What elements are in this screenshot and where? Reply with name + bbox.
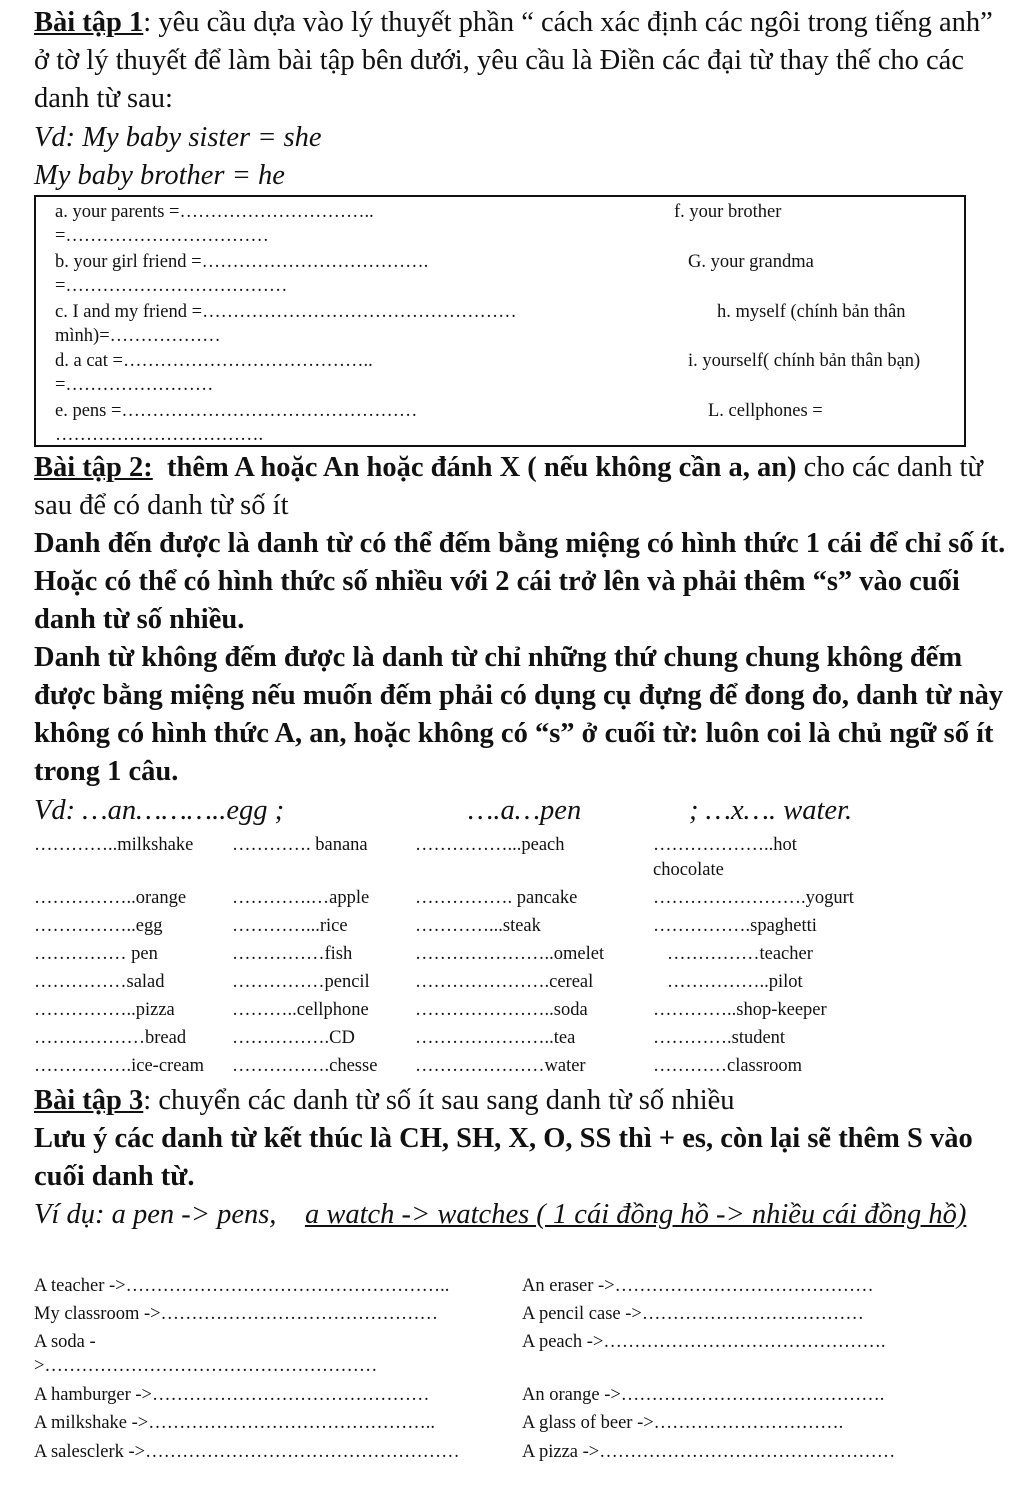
noun-item[interactable]: ……………fish	[232, 944, 353, 964]
ex1-item-d-cont[interactable]: =……………………	[55, 375, 214, 395]
exercise-2-title: Bài tập 2:	[34, 452, 153, 483]
noun-item[interactable]: ………….student	[653, 1028, 786, 1048]
ex1-item-f: f. your brother	[674, 202, 782, 222]
exercise-2-instruction-bold: thêm A hoặc An hoặc đánh X ( nếu không cần a, an)	[167, 452, 797, 483]
noun-item[interactable]: …………classroom	[653, 1056, 803, 1076]
exercise-2-example-a: ….a…pen	[468, 795, 582, 826]
noun-item[interactable]: …………………..soda	[415, 1000, 588, 1020]
ex3-item[interactable]: An orange ->…………………………………….	[522, 1385, 885, 1405]
exercise-1-box	[34, 195, 966, 447]
noun-item[interactable]: ……………..pilot	[667, 972, 803, 992]
exercise-3-title: Bài tập 3	[34, 1085, 144, 1116]
exercise-3-example-2: a watch -> watches ( 1 cái đồng hồ -> nhiều cái đồng hồ)	[304, 1199, 967, 1230]
ex3-item[interactable]: A soda -	[34, 1332, 96, 1352]
noun-item[interactable]: …………………..tea	[415, 1028, 576, 1048]
noun-item-continued: chocolate	[653, 860, 724, 880]
ex1-item-l: L. cellphones =	[708, 401, 823, 421]
ex3-item[interactable]: A pizza ->…………………………………………	[522, 1442, 896, 1462]
noun-item[interactable]: ……………salad	[34, 972, 165, 992]
noun-item[interactable]: ………………….cereal	[415, 972, 594, 992]
exercise-1-example-1: Vd: My baby sister = she	[34, 122, 322, 153]
exercise-2-example-x: ; …x…. water.	[689, 795, 853, 826]
ex3-item[interactable]: A milkshake ->………………………………………..	[34, 1413, 435, 1433]
ex3-item[interactable]: An eraser ->……………………………………	[522, 1276, 874, 1296]
exercise-2-example-an: Vd: …an………..egg ;	[34, 795, 285, 826]
noun-item[interactable]: …………. banana	[232, 835, 368, 855]
noun-item[interactable]: …………...rice	[232, 916, 348, 936]
noun-item[interactable]: ……………pencil	[232, 972, 370, 992]
ex1-item-c-cont[interactable]: mình)=………………	[55, 326, 221, 346]
noun-item[interactable]: …………………water	[415, 1056, 586, 1076]
rule-countable: Danh đến được là danh từ có thể đếm bằng miệng có hình thức 1 cái để chỉ số ít. Hoặc có thể có hình thức số nhiều với 2 cái trở lên và phải thêm “s” vào cuối danh từ số nhiều.	[34, 528, 1006, 635]
ex3-item[interactable]: A glass of beer ->………………………….	[522, 1413, 844, 1433]
exercise-2-instruction: cho các danh từ sau để có danh từ số ít	[34, 452, 983, 521]
exercise-3-example-1: Ví dụ: a pen -> pens,	[34, 1199, 277, 1230]
noun-item[interactable]: …………..milkshake	[34, 835, 194, 855]
ex1-item-a[interactable]: a. your parents =…………………………..	[55, 202, 374, 222]
noun-item[interactable]: …………...steak	[415, 916, 541, 936]
noun-item[interactable]: ……………..egg	[34, 916, 163, 936]
exercise-2-rules	[34, 525, 1009, 791]
noun-item[interactable]: …………..shop-keeper	[653, 1000, 827, 1020]
rule-uncountable: Danh từ không đếm được là danh từ chỉ những thứ chung chung không đếm được bằng miệng nếu muốn đếm phải có dụng cụ đựng để đong đo, danh từ này không có hình thức A, an, hoặc không có “s” ở cuối từ: luôn coi là chủ ngữ số ít trong 1 câu.	[34, 642, 1004, 787]
noun-item[interactable]: ……………...peach	[415, 835, 565, 855]
ex3-item-continued[interactable]: >………………………………………………	[34, 1356, 378, 1376]
exercise-3-instruction: : chuyển các danh từ số ít sau sang danh từ số nhiều	[143, 1085, 735, 1116]
ex3-item[interactable]: My classroom ->………………………………………	[34, 1304, 439, 1324]
noun-item[interactable]: …………….CD	[232, 1028, 355, 1048]
noun-item[interactable]: …………….ice-cream	[34, 1056, 205, 1076]
noun-item[interactable]: …………… pen	[34, 944, 158, 964]
ex1-item-b-cont[interactable]: =………………………………	[55, 276, 288, 296]
ex1-item-b[interactable]: b. your girl friend =……………………………….	[55, 252, 429, 272]
ex1-item-h: h. myself (chính bản thân	[717, 302, 906, 322]
noun-item[interactable]: …………….spaghetti	[653, 916, 817, 936]
exercise-2-intro	[34, 449, 994, 525]
noun-item[interactable]: …………………….yogurt	[653, 888, 854, 908]
noun-item[interactable]: ………..cellphone	[232, 1000, 369, 1020]
noun-item[interactable]: ………………bread	[34, 1028, 187, 1048]
noun-item[interactable]: ……………..orange	[34, 888, 187, 908]
noun-item[interactable]: ……………teacher	[667, 944, 813, 964]
ex1-item-i: i. yourself( chính bản thân bạn)	[688, 351, 921, 371]
noun-item[interactable]: ……………. pancake	[415, 888, 578, 908]
ex1-item-d[interactable]: d. a cat =…………………………………..	[55, 351, 373, 371]
noun-item[interactable]: ………….…apple	[232, 888, 370, 908]
ex1-item-e-cont[interactable]: …………………………….	[55, 425, 264, 445]
ex1-item-c[interactable]: c. I and my friend =……………………………………………	[55, 302, 517, 322]
exercise-1-example-2: My baby brother = he	[34, 160, 285, 191]
exercise-3-intro	[34, 1082, 1009, 1234]
noun-item[interactable]: ………………..hot	[653, 835, 797, 855]
ex3-item[interactable]: A salesclerk ->……………………………………………	[34, 1442, 460, 1462]
ex3-item[interactable]: A teacher ->……………………………………………..	[34, 1276, 450, 1296]
noun-item[interactable]: …………….chesse	[232, 1056, 378, 1076]
ex1-item-g: G. your grandma	[688, 252, 814, 272]
ex3-item[interactable]: A hamburger ->………………………………………	[34, 1385, 430, 1405]
ex3-item[interactable]: A pencil case ->………………………………	[522, 1304, 864, 1324]
ex3-item[interactable]: A peach ->……………………………………….	[522, 1332, 886, 1352]
ex1-item-e[interactable]: e. pens =…………………………………………	[55, 401, 418, 421]
exercise-1-intro	[34, 4, 994, 118]
exercise-1-instruction: : yêu cầu dựa vào lý thuyết phần “ cách xác định các ngôi trong tiếng anh” ở tờ lý thuyết để làm bài tập bên dưới, yêu cầu là Điền các đại từ thay thế cho các danh từ sau:	[34, 7, 993, 114]
noun-item[interactable]: ……………..pizza	[34, 1000, 175, 1020]
noun-item[interactable]: …………………..omelet	[415, 944, 605, 964]
ex1-item-a-cont[interactable]: =……………………………	[55, 226, 269, 246]
exercise-1-title: Bài tập 1	[34, 7, 144, 38]
exercise-3-rule: Lưu ý các danh từ kết thúc là CH, SH, X, O, SS thì + es, còn lại sẽ thêm S vào cuối danh từ.	[34, 1123, 973, 1192]
